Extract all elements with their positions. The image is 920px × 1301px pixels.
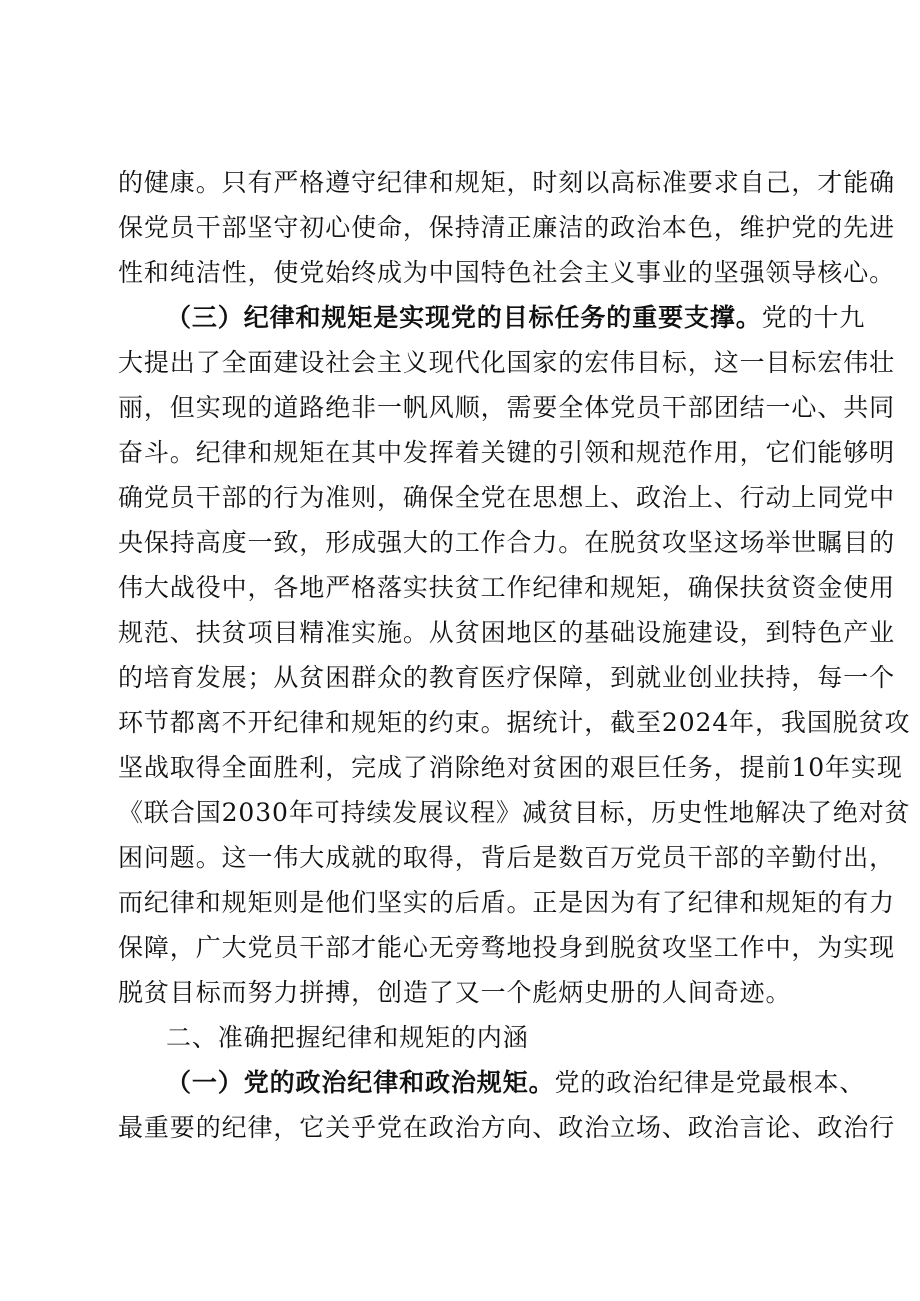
paragraph-line: 而纪律和规矩则是他们坚实的后盾。正是因为有了纪律和规矩的有力 xyxy=(118,888,896,917)
paragraph-line: 《联合国2030年可持续发展议程》减贫目标，历史性地解决了绝对贫 xyxy=(118,798,911,827)
subheading-bold: （一）党的政治纪律和政治规矩。 xyxy=(166,1068,555,1097)
paragraph-line: 奋斗。纪律和规矩在其中发挥着关键的引领和规范作用，它们能够明 xyxy=(118,438,896,467)
paragraph-text: 党的政治纪律是党最根本、 xyxy=(554,1068,866,1097)
paragraph-line: 最重要的纪律，它关乎党在政治方向、政治立场、政治言论、政治行 xyxy=(118,1113,896,1142)
paragraph-lead-line xyxy=(166,303,866,333)
paragraph-line: 确党员干部的行为准则，确保全党在思想上、政治上、行动上同党中 xyxy=(118,483,896,512)
paragraph-line: 丽，但实现的道路绝非一帆风顺，需要全体党员干部团结一心、共同 xyxy=(118,393,896,422)
paragraph-line: 脱贫目标而努力拼搏，创造了又一个彪炳史册的人间奇迹。 xyxy=(118,978,792,1007)
section-heading: 二、准确把握纪律和规矩的内涵 xyxy=(166,1023,529,1052)
paragraph-line: 央保持高度一致，形成强大的工作合力。在脱贫攻坚这场举世瞩目的 xyxy=(118,528,896,557)
paragraph-line: 保党员干部坚守初心使命，保持清正廉洁的政治本色，维护党的先进 xyxy=(118,213,896,242)
paragraph-line: 坚战取得全面胜利，完成了消除绝对贫困的艰巨任务，提前10年实现 xyxy=(118,753,903,782)
subheading-bold: （三）纪律和规矩是实现党的目标任务的重要支撑。 xyxy=(166,303,762,332)
paragraph-text: 党的十九 xyxy=(761,303,866,332)
paragraph-line: 保障，广大党员干部才能心无旁骛地投身到脱贫攻坚工作中，为实现 xyxy=(118,933,896,962)
paragraph-line: 的健康。只有严格遵守纪律和规矩，时刻以高标准要求自己，才能确 xyxy=(118,168,896,197)
paragraph-line: 伟大战役中，各地严格落实扶贫工作纪律和规矩，确保扶贫资金使用 xyxy=(118,573,896,602)
paragraph-line: 环节都离不开纪律和规矩的约束。据统计，截至2024年，我国脱贫攻 xyxy=(118,708,911,737)
paragraph-line: 困问题。这一伟大成就的取得，背后是数百万党员干部的辛勤付出， xyxy=(118,843,896,872)
paragraph-line: 的培育发展；从贫困群众的教育医疗保障，到就业创业扶持，每一个 xyxy=(118,663,896,692)
paragraph-line: 性和纯洁性，使党始终成为中国特色社会主义事业的坚强领导核心。 xyxy=(118,258,896,287)
paragraph-line: 规范、扶贫项目精准实施。从贫困地区的基础设施建设，到特色产业 xyxy=(118,618,896,647)
paragraph-lead-line xyxy=(166,1068,866,1098)
paragraph-line: 大提出了全面建设社会主义现代化国家的宏伟目标，这一目标宏伟壮 xyxy=(118,348,896,377)
